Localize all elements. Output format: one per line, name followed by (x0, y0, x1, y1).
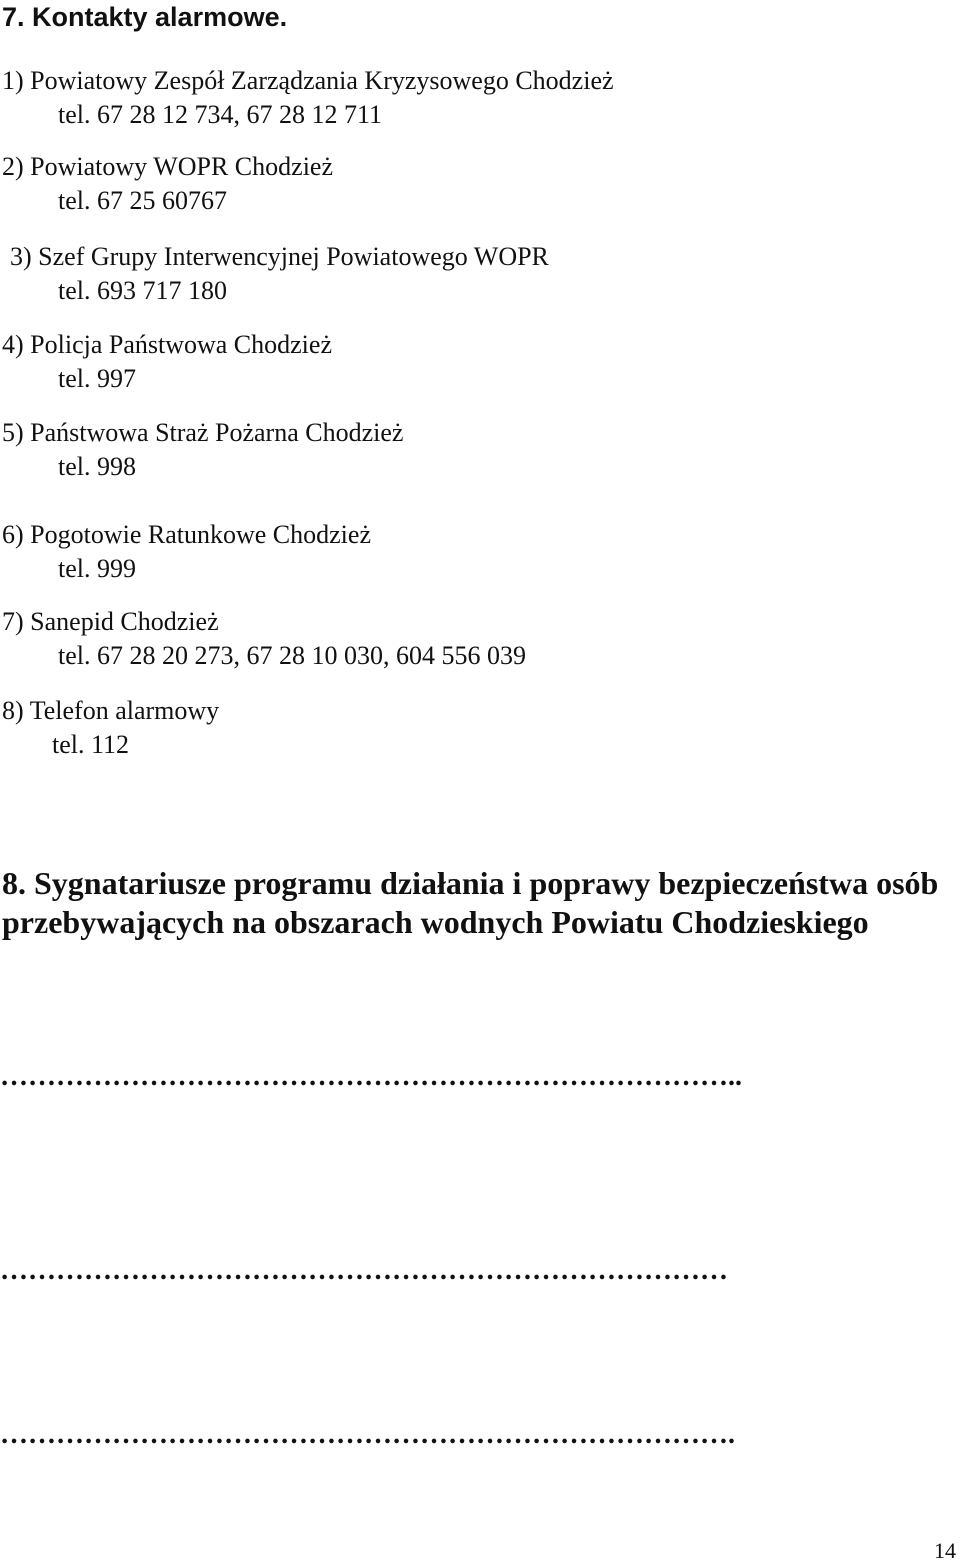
section-8-heading: 8. Sygnatariusze programu działania i poprawy bezpieczeństwa osób przebywających na obszarach wodnych Powiatu Chodzieskiego (2, 865, 939, 940)
contact-name: 3) Szef Grupy Interwencyjnej Powiatowego WOPR (10, 242, 549, 271)
signature-line-2: …………………………………………………………………… (0, 1256, 728, 1286)
contact-phone: tel. 997 (58, 364, 136, 393)
contact-entry-3 (0, 240, 950, 308)
contact-name: 6) Pogotowie Ratunkowe Chodzież (2, 520, 371, 549)
contact-name: 4) Policja Państwowa Chodzież (2, 330, 332, 359)
contact-entry-8 (0, 694, 950, 762)
contact-phone: tel. 67 25 60767 (58, 186, 227, 215)
section-7-heading: 7. Kontakty alarmowe. (2, 2, 288, 32)
contact-phone: tel. 67 28 12 734, 67 28 12 711 (58, 100, 383, 129)
contact-entry-2 (0, 150, 950, 218)
contact-phone: tel. 693 717 180 (58, 276, 227, 305)
contact-name: 1) Powiatowy Zespół Zarządzania Kryzysowego Chodzież (2, 66, 614, 95)
contact-entry-7 (0, 605, 950, 673)
contact-phone: tel. 67 28 20 273, 67 28 10 030, 604 556 039 (58, 641, 526, 670)
contact-entry-1 (0, 64, 950, 132)
contact-name: 2) Powiatowy WOPR Chodzież (2, 152, 333, 181)
contact-phone: tel. 998 (58, 452, 136, 481)
page-number: 14 (934, 1538, 956, 1563)
contact-entry-4 (0, 328, 950, 396)
contact-phone: tel. 112 (52, 730, 130, 759)
contact-entry-6 (0, 518, 950, 586)
contact-name: 7) Sanepid Chodzież (2, 607, 219, 636)
signature-line-1: …………………………………………………………………….. (0, 1062, 742, 1092)
contact-name: 5) Państwowa Straż Pożarna Chodzież (2, 418, 404, 447)
contact-phone: tel. 999 (58, 554, 136, 583)
contact-entry-5 (0, 416, 950, 484)
contact-name: 8) Telefon alarmowy (2, 696, 220, 725)
signature-line-3: ……………………………………………………………………. (0, 1420, 735, 1450)
